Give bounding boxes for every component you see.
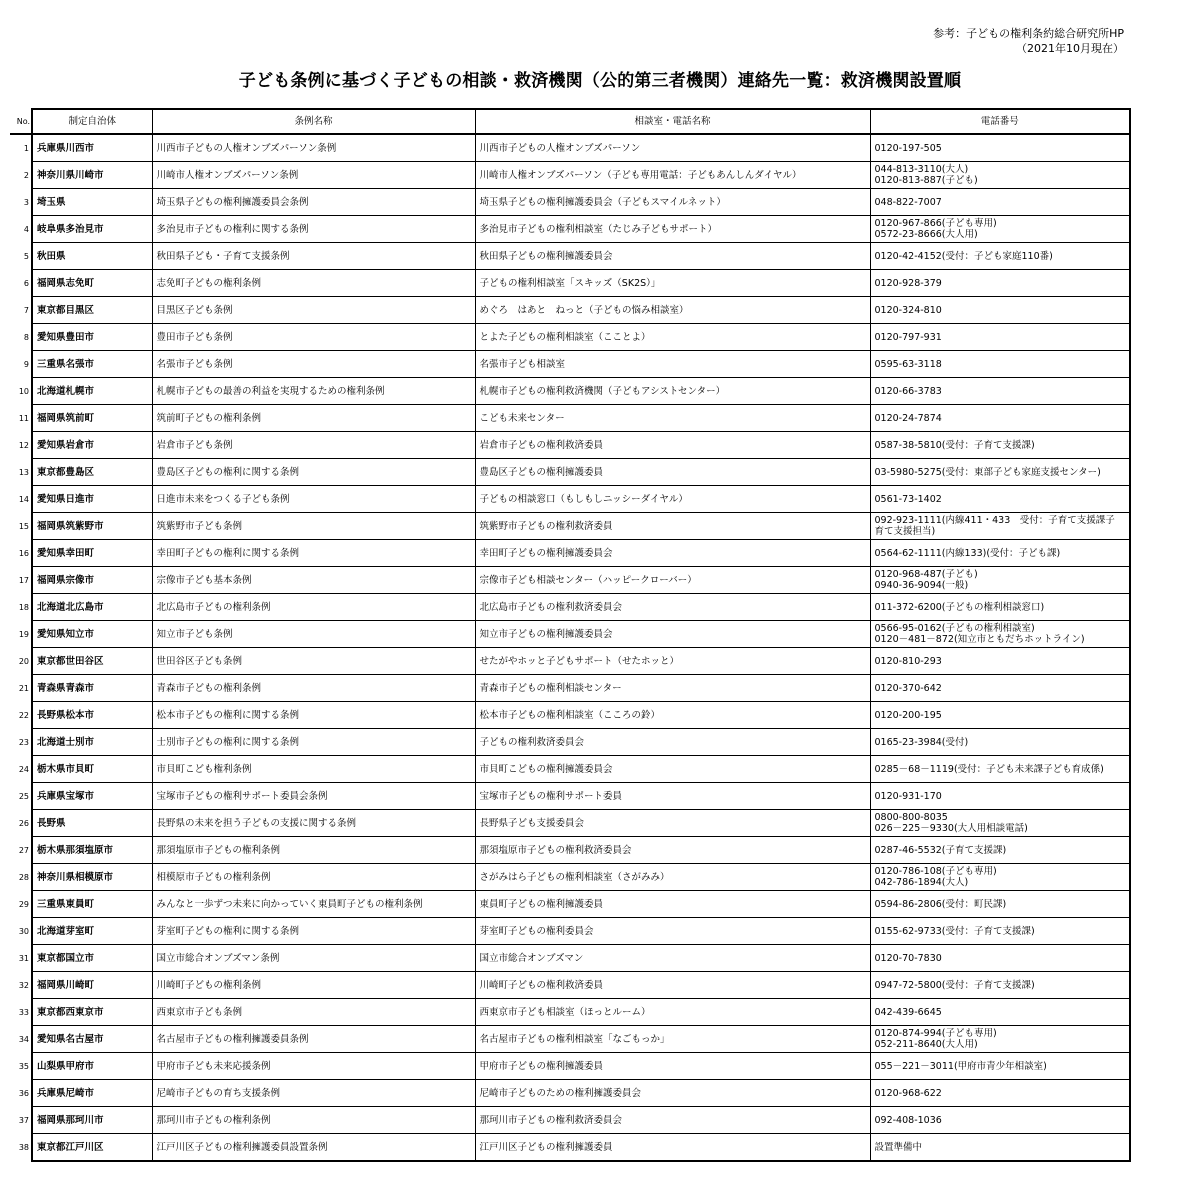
row-number: 4 bbox=[23, 224, 29, 234]
municipality-cell: 福岡県筑紫野市 bbox=[32, 513, 152, 540]
header-ordinance: 条例名称 bbox=[152, 109, 475, 134]
phone-number: 0561-73-1402 bbox=[874, 493, 942, 505]
table-row bbox=[10, 351, 1130, 378]
phone-number: 0120-810-293 bbox=[874, 655, 942, 667]
phone-number: 0120-370-642 bbox=[874, 682, 942, 694]
table-row bbox=[10, 1134, 1130, 1162]
ordinance-cell: 芽室町子どもの権利に関する条例 bbox=[152, 918, 475, 945]
table-row bbox=[10, 216, 1130, 243]
ordinance-cell: 那珂川市子どもの権利条例 bbox=[152, 1107, 475, 1134]
phone-number: 0120-324-810 bbox=[874, 304, 942, 316]
row-number: 37 bbox=[18, 1115, 29, 1125]
phone-number: 0120-797-931 bbox=[874, 331, 942, 343]
table-row bbox=[10, 891, 1130, 918]
table-row bbox=[10, 297, 1130, 324]
table-row bbox=[10, 1053, 1130, 1080]
ordinance-cell: 目黒区子ども条例 bbox=[152, 297, 475, 324]
phone-cell bbox=[870, 594, 1130, 621]
municipality-cell: 愛知県幸田町 bbox=[32, 540, 152, 567]
office-cell: 東員町子どもの権利擁護委員 bbox=[475, 891, 870, 918]
table-row bbox=[10, 162, 1130, 189]
municipality-cell: 栃木県那須塩原市 bbox=[32, 837, 152, 864]
phone-number: 0566-95-0162(子どもの権利相談室) bbox=[874, 623, 1035, 634]
phone-cell bbox=[870, 189, 1130, 216]
table-row bbox=[10, 486, 1130, 513]
ordinance-cell: 知立市子ども条例 bbox=[152, 621, 475, 648]
municipality-cell: 長野県 bbox=[32, 810, 152, 837]
table-row bbox=[10, 540, 1130, 567]
office-cell: せたがやホッと子どもサポート（せたホッと） bbox=[475, 648, 870, 675]
municipality-cell: 秋田県 bbox=[32, 243, 152, 270]
office-cell: 筑紫野市子どもの権利救済委員 bbox=[475, 513, 870, 540]
table-row bbox=[10, 621, 1130, 648]
ordinance-cell: 名張市子ども条例 bbox=[152, 351, 475, 378]
table-row bbox=[10, 270, 1130, 297]
phone-number: 0120-813-887(子ども) bbox=[874, 175, 978, 186]
office-cell: 長野県子ども支援委員会 bbox=[475, 810, 870, 837]
row-number: 24 bbox=[18, 764, 29, 774]
phone-number: 048-822-7007 bbox=[874, 196, 942, 208]
ordinance-cell: 相模原市子どもの権利条例 bbox=[152, 864, 475, 891]
phone-cell bbox=[870, 297, 1130, 324]
ordinance-cell: 国立市総合オンブズマン条例 bbox=[152, 945, 475, 972]
phone-cell bbox=[870, 675, 1130, 702]
phone-cell bbox=[870, 837, 1130, 864]
phone-number: 0120-968-622 bbox=[874, 1087, 942, 1099]
row-number: 10 bbox=[18, 386, 29, 396]
table-row bbox=[10, 1026, 1130, 1053]
ordinance-cell: 秋田県子ども・子育て支援条例 bbox=[152, 243, 475, 270]
header-municipality: 制定自治体 bbox=[32, 109, 152, 134]
municipality-cell: 三重県東員町 bbox=[32, 891, 152, 918]
ordinance-cell: 川崎市人権オンブズパーソン条例 bbox=[152, 162, 475, 189]
reference-date: （2021年10月現在） bbox=[1016, 42, 1124, 55]
office-cell: 豊島区子どもの権利擁護委員 bbox=[475, 459, 870, 486]
phone-cell bbox=[870, 540, 1130, 567]
municipality-cell: 愛知県岩倉市 bbox=[32, 432, 152, 459]
office-cell: めぐろ はあと ねっと（子どもの悩み相談室） bbox=[475, 297, 870, 324]
office-cell: 子どもの権利相談室「スキッズ（SK2S）」 bbox=[475, 270, 870, 297]
municipality-cell: 東京都国立市 bbox=[32, 945, 152, 972]
ordinance-cell: 松本市子どもの権利に関する条例 bbox=[152, 702, 475, 729]
phone-cell bbox=[870, 648, 1130, 675]
ordinance-cell: 長野県の未来を担う子どもの支援に関する条例 bbox=[152, 810, 475, 837]
phone-number: 092-408-1036 bbox=[874, 1114, 942, 1126]
phone-cell bbox=[870, 351, 1130, 378]
municipality-cell: 福岡県筑前町 bbox=[32, 405, 152, 432]
ordinance-cell: 札幌市子どもの最善の利益を実現するための権利条例 bbox=[152, 378, 475, 405]
office-cell: 知立市子どもの権利擁護委員会 bbox=[475, 621, 870, 648]
office-cell: 多治見市子どもの権利相談室（たじみ子どもサポート） bbox=[475, 216, 870, 243]
table-row bbox=[10, 378, 1130, 405]
municipality-cell: 東京都西東京市 bbox=[32, 999, 152, 1026]
phone-number: 0595-63-3118 bbox=[874, 358, 942, 370]
phone-cell bbox=[870, 1107, 1130, 1134]
row-number: 12 bbox=[18, 440, 29, 450]
table-row bbox=[10, 243, 1130, 270]
phone-number: 011-372-6200(子どもの権利相談窓口) bbox=[874, 601, 1045, 613]
table-row bbox=[10, 702, 1130, 729]
table-row bbox=[10, 324, 1130, 351]
phone-cell bbox=[870, 162, 1130, 189]
row-number: 6 bbox=[23, 278, 29, 288]
row-number: 8 bbox=[23, 332, 29, 342]
phone-number: 0120－481－872(知立市ともだちホットライン) bbox=[874, 634, 1085, 645]
ordinance-cell: 日進市未来をつくる子ども条例 bbox=[152, 486, 475, 513]
phone-number: 0564-62-1111(内線133)(受付：子ども課) bbox=[874, 547, 1061, 559]
table-row bbox=[10, 675, 1130, 702]
phone-number: 0120-874-994(子ども専用) bbox=[874, 1028, 997, 1039]
municipality-cell: 北海道北広島市 bbox=[32, 594, 152, 621]
table-row bbox=[10, 945, 1130, 972]
municipality-cell: 福岡県那珂川市 bbox=[32, 1107, 152, 1134]
ordinance-cell: 筑前町子どもの権利条例 bbox=[152, 405, 475, 432]
municipality-cell: 山梨県甲府市 bbox=[32, 1053, 152, 1080]
row-number: 7 bbox=[23, 305, 29, 315]
header-no: No. bbox=[10, 109, 32, 134]
phone-cell bbox=[870, 270, 1130, 297]
table-row bbox=[10, 594, 1130, 621]
office-cell: さがみはら子どもの権利相談室（さがみみ） bbox=[475, 864, 870, 891]
phone-cell bbox=[870, 134, 1130, 162]
phone-cell bbox=[870, 756, 1130, 783]
row-number: 14 bbox=[18, 494, 29, 504]
row-number: 22 bbox=[18, 710, 29, 720]
municipality-cell: 北海道札幌市 bbox=[32, 378, 152, 405]
phone-number: 育て支援担当) bbox=[874, 526, 936, 537]
phone-number: 0587-38-5810(受付：子育て支援課) bbox=[874, 439, 1035, 451]
phone-number: 0800-800-8035 bbox=[874, 812, 948, 823]
ordinance-cell: 名古屋市子どもの権利擁護委員条例 bbox=[152, 1026, 475, 1053]
row-number: 18 bbox=[18, 602, 29, 612]
municipality-cell: 兵庫県尼崎市 bbox=[32, 1080, 152, 1107]
office-cell: 宗像市子ども相談センター（ハッピークローバー） bbox=[475, 567, 870, 594]
phone-cell bbox=[870, 864, 1130, 891]
phone-number: 042-439-6645 bbox=[874, 1006, 942, 1018]
phone-cell bbox=[870, 783, 1130, 810]
phone-cell bbox=[870, 486, 1130, 513]
header-phone: 電話番号 bbox=[870, 109, 1130, 134]
row-number: 23 bbox=[18, 737, 29, 747]
ordinance-cell: 豊田市子ども条例 bbox=[152, 324, 475, 351]
ordinance-cell: 志免町子どもの権利条例 bbox=[152, 270, 475, 297]
phone-cell bbox=[870, 1134, 1130, 1162]
row-number: 38 bbox=[18, 1142, 29, 1152]
row-number: 29 bbox=[18, 899, 29, 909]
phone-cell bbox=[870, 918, 1130, 945]
table-row bbox=[10, 432, 1130, 459]
phone-number: 026－225－9330(大人用相談電話) bbox=[874, 823, 1028, 834]
office-cell: 川崎町子どもの権利救済委員 bbox=[475, 972, 870, 999]
phone-cell bbox=[870, 432, 1130, 459]
table-row bbox=[10, 189, 1130, 216]
office-cell: 札幌市子どもの権利救済機関（子どもアシストセンター） bbox=[475, 378, 870, 405]
office-cell: 子どもの相談窓口（もしもしニッシーダイヤル） bbox=[475, 486, 870, 513]
phone-number: 03-5980-5275(受付：東部子ども家庭支援センター) bbox=[874, 466, 1101, 478]
table-row bbox=[10, 918, 1130, 945]
phone-number: 0940-36-9094(一般) bbox=[874, 580, 969, 591]
office-cell: 埼玉県子どもの権利擁護委員会（子どもスマイルネット） bbox=[475, 189, 870, 216]
phone-number: 0120-197-505 bbox=[874, 142, 942, 154]
ordinance-cell: 岩倉市子ども条例 bbox=[152, 432, 475, 459]
table-row bbox=[10, 513, 1130, 540]
table-row bbox=[10, 972, 1130, 999]
municipality-cell: 長野県松本市 bbox=[32, 702, 152, 729]
row-number: 16 bbox=[18, 548, 29, 558]
row-number: 32 bbox=[18, 980, 29, 990]
municipality-cell: 愛知県日進市 bbox=[32, 486, 152, 513]
office-cell: こども未来センター bbox=[475, 405, 870, 432]
ordinance-cell: 西東京市子ども条例 bbox=[152, 999, 475, 1026]
table-row bbox=[10, 729, 1130, 756]
reference-source: 参考：子どもの権利条約総合研究所HP bbox=[933, 27, 1124, 40]
office-cell: 子どもの権利救済委員会 bbox=[475, 729, 870, 756]
office-cell: 川西市子どもの人権オンブズパーソン bbox=[475, 134, 870, 162]
phone-number: 0947-72-5800(受付：子育て支援課) bbox=[874, 979, 1035, 991]
municipality-cell: 東京都目黒区 bbox=[32, 297, 152, 324]
phone-cell bbox=[870, 567, 1130, 594]
phone-number: 0120-200-195 bbox=[874, 709, 942, 721]
row-number: 17 bbox=[18, 575, 29, 585]
row-number: 28 bbox=[18, 872, 29, 882]
row-number: 9 bbox=[23, 359, 29, 369]
office-cell: 岩倉市子どもの権利救済委員 bbox=[475, 432, 870, 459]
contact-table bbox=[10, 108, 1131, 1162]
phone-number: 052-211-8640(大人用) bbox=[874, 1039, 978, 1050]
table-row bbox=[10, 864, 1130, 891]
row-number: 2 bbox=[23, 170, 29, 180]
municipality-cell: 兵庫県宝塚市 bbox=[32, 783, 152, 810]
phone-number: 0120-786-108(子ども専用) bbox=[874, 866, 997, 877]
office-cell: 宝塚市子どもの権利サポート委員 bbox=[475, 783, 870, 810]
phone-number: 0120-968-487(子ども) bbox=[874, 569, 978, 580]
ordinance-cell: 市貝町こども権利条例 bbox=[152, 756, 475, 783]
phone-cell bbox=[870, 972, 1130, 999]
phone-number: 055－221－3011(甲府市青少年相談室) bbox=[874, 1060, 1047, 1072]
office-cell: 北広島市子どもの権利救済委員会 bbox=[475, 594, 870, 621]
row-number: 30 bbox=[18, 926, 29, 936]
contact-table-container bbox=[10, 108, 1130, 1162]
reference-note bbox=[933, 26, 1124, 56]
municipality-cell: 神奈川県川崎市 bbox=[32, 162, 152, 189]
phone-number: 0287-46-5532(子育て支援課) bbox=[874, 844, 1007, 856]
office-cell: 国立市総合オンブズマン bbox=[475, 945, 870, 972]
table-row bbox=[10, 837, 1130, 864]
phone-cell bbox=[870, 513, 1130, 540]
row-number: 33 bbox=[18, 1007, 29, 1017]
phone-cell bbox=[870, 324, 1130, 351]
municipality-cell: 愛知県知立市 bbox=[32, 621, 152, 648]
table-row bbox=[10, 567, 1130, 594]
ordinance-cell: 豊島区子どもの権利に関する条例 bbox=[152, 459, 475, 486]
phone-cell bbox=[870, 405, 1130, 432]
row-number: 19 bbox=[18, 629, 29, 639]
table-row bbox=[10, 459, 1130, 486]
office-cell: 芽室町子どもの権利委員会 bbox=[475, 918, 870, 945]
phone-number: 044-813-3110(大人) bbox=[874, 164, 969, 175]
ordinance-cell: 多治見市子どもの権利に関する条例 bbox=[152, 216, 475, 243]
office-cell: 那須塩原市子どもの権利救済委員会 bbox=[475, 837, 870, 864]
table-row bbox=[10, 134, 1130, 162]
phone-cell bbox=[870, 702, 1130, 729]
row-number: 25 bbox=[18, 791, 29, 801]
municipality-cell: 兵庫県川西市 bbox=[32, 134, 152, 162]
ordinance-cell: 埼玉県子どもの権利擁護委員会条例 bbox=[152, 189, 475, 216]
table-body bbox=[10, 134, 1130, 1161]
municipality-cell: 福岡県宗像市 bbox=[32, 567, 152, 594]
municipality-cell: 東京都豊島区 bbox=[32, 459, 152, 486]
phone-number: 0120-66-3783 bbox=[874, 385, 942, 397]
phone-cell bbox=[870, 216, 1130, 243]
municipality-cell: 福岡県川崎町 bbox=[32, 972, 152, 999]
row-number: 34 bbox=[18, 1034, 29, 1044]
phone-number: 0165-23-3984(受付) bbox=[874, 736, 969, 748]
phone-number: 0594-86-2806(受付：町民課) bbox=[874, 898, 1007, 910]
phone-cell bbox=[870, 378, 1130, 405]
row-number: 1 bbox=[23, 143, 29, 153]
row-number: 15 bbox=[18, 521, 29, 531]
table-row bbox=[10, 810, 1130, 837]
municipality-cell: 福岡県志免町 bbox=[32, 270, 152, 297]
row-number: 5 bbox=[23, 251, 29, 261]
phone-cell bbox=[870, 243, 1130, 270]
table-row bbox=[10, 648, 1130, 675]
phone-cell bbox=[870, 459, 1130, 486]
office-cell: とよた子どもの権利相談室（こことよ） bbox=[475, 324, 870, 351]
office-cell: 名古屋市子どもの権利相談室「なごもっか」 bbox=[475, 1026, 870, 1053]
page-title: 子ども条例に基づく子どもの相談・救済機関（公的第三者機関）連絡先一覧：救済機関設置順 bbox=[238, 71, 962, 91]
row-number: 13 bbox=[18, 467, 29, 477]
ordinance-cell: 江戸川区子どもの権利擁護委員設置条例 bbox=[152, 1134, 475, 1162]
phone-number: 0120-42-4152(受付：子ども家庭110番) bbox=[874, 250, 1053, 262]
ordinance-cell: 川西市子どもの人権オンブズパーソン条例 bbox=[152, 134, 475, 162]
row-number: 21 bbox=[18, 683, 29, 693]
table-row bbox=[10, 783, 1130, 810]
phone-number: 設置準備中 bbox=[874, 1141, 923, 1153]
office-cell: 市貝町こどもの権利擁護委員会 bbox=[475, 756, 870, 783]
phone-number: 042-786-1894(大人) bbox=[874, 877, 969, 888]
ordinance-cell: 宝塚市子どもの権利サポート委員会条例 bbox=[152, 783, 475, 810]
office-cell: 尼崎市子どものための権利擁護委員会 bbox=[475, 1080, 870, 1107]
row-number: 27 bbox=[18, 845, 29, 855]
phone-number: 0120-24-7874 bbox=[874, 412, 942, 424]
office-cell: 川崎市人権オンブズパーソン（子ども専用電話：子どもあんしんダイヤル） bbox=[475, 162, 870, 189]
ordinance-cell: 幸田町子どもの権利に関する条例 bbox=[152, 540, 475, 567]
ordinance-cell: 青森市子どもの権利条例 bbox=[152, 675, 475, 702]
ordinance-cell: 川崎町子どもの権利条例 bbox=[152, 972, 475, 999]
phone-number: 0120-967-866(子ども専用) bbox=[874, 218, 997, 229]
office-cell: 甲府市子どもの権利擁護委員 bbox=[475, 1053, 870, 1080]
municipality-cell: 神奈川県相模原市 bbox=[32, 864, 152, 891]
ordinance-cell: 宗像市子ども基本条例 bbox=[152, 567, 475, 594]
municipality-cell: 青森県青森市 bbox=[32, 675, 152, 702]
phone-cell bbox=[870, 891, 1130, 918]
office-cell: 西東京市子ども相談室（ほっとルーム） bbox=[475, 999, 870, 1026]
phone-cell bbox=[870, 729, 1130, 756]
row-number: 35 bbox=[18, 1061, 29, 1071]
ordinance-cell: 甲府市子ども未来応援条例 bbox=[152, 1053, 475, 1080]
table-row bbox=[10, 999, 1130, 1026]
table-row bbox=[10, 1080, 1130, 1107]
phone-number: 0155-62-9733(受付：子育て支援課) bbox=[874, 925, 1035, 937]
ordinance-cell: 北広島市子どもの権利条例 bbox=[152, 594, 475, 621]
ordinance-cell: みんなと一歩ずつ未来に向かっていく東員町子どもの権利条例 bbox=[152, 891, 475, 918]
municipality-cell: 埼玉県 bbox=[32, 189, 152, 216]
phone-cell bbox=[870, 810, 1130, 837]
municipality-cell: 愛知県名古屋市 bbox=[32, 1026, 152, 1053]
office-cell: 秋田県子どもの権利擁護委員会 bbox=[475, 243, 870, 270]
ordinance-cell: 筑紫野市子ども条例 bbox=[152, 513, 475, 540]
phone-cell bbox=[870, 1080, 1130, 1107]
ordinance-cell: 那須塩原市子どもの権利条例 bbox=[152, 837, 475, 864]
ordinance-cell: 士別市子どもの権利に関する条例 bbox=[152, 729, 475, 756]
table-row bbox=[10, 405, 1130, 432]
office-cell: 那珂川市子どもの権利救済委員会 bbox=[475, 1107, 870, 1134]
row-number: 11 bbox=[18, 413, 29, 423]
phone-number: 092-923-1111(内線411・433 受付：子育て支援課子 bbox=[874, 515, 1115, 526]
phone-number: 0572-23-8666(大人用) bbox=[874, 229, 978, 240]
municipality-cell: 北海道芽室町 bbox=[32, 918, 152, 945]
phone-number: 0285－68－1119(受付：子ども未来課子ども育成係) bbox=[874, 763, 1104, 775]
phone-number: 0120-928-379 bbox=[874, 277, 942, 289]
phone-cell bbox=[870, 1053, 1130, 1080]
header-office: 相談室・電話名称 bbox=[475, 109, 870, 134]
ordinance-cell: 尼崎市子どもの育ち支援条例 bbox=[152, 1080, 475, 1107]
row-number: 20 bbox=[18, 656, 29, 666]
phone-number: 0120-70-7830 bbox=[874, 952, 942, 964]
ordinance-cell: 世田谷区子ども条例 bbox=[152, 648, 475, 675]
table-row bbox=[10, 1107, 1130, 1134]
phone-cell bbox=[870, 945, 1130, 972]
municipality-cell: 岐阜県多治見市 bbox=[32, 216, 152, 243]
table-row bbox=[10, 756, 1130, 783]
phone-cell bbox=[870, 999, 1130, 1026]
office-cell: 江戸川区子どもの権利擁護委員 bbox=[475, 1134, 870, 1162]
table-header bbox=[10, 109, 1130, 134]
row-number: 36 bbox=[18, 1088, 29, 1098]
municipality-cell: 東京都江戸川区 bbox=[32, 1134, 152, 1162]
phone-cell bbox=[870, 621, 1130, 648]
row-number: 26 bbox=[18, 818, 29, 828]
office-cell: 幸田町子どもの権利擁護委員会 bbox=[475, 540, 870, 567]
office-cell: 名張市子ども相談室 bbox=[475, 351, 870, 378]
municipality-cell: 愛知県豊田市 bbox=[32, 324, 152, 351]
row-number: 31 bbox=[18, 953, 29, 963]
municipality-cell: 栃木県市貝町 bbox=[32, 756, 152, 783]
office-cell: 青森市子どもの権利相談センター bbox=[475, 675, 870, 702]
office-cell: 松本市子どもの権利相談室（こころの鈴） bbox=[475, 702, 870, 729]
phone-cell bbox=[870, 1026, 1130, 1053]
municipality-cell: 東京都世田谷区 bbox=[32, 648, 152, 675]
phone-number: 0120-931-170 bbox=[874, 790, 942, 802]
municipality-cell: 三重県名張市 bbox=[32, 351, 152, 378]
municipality-cell: 北海道士別市 bbox=[32, 729, 152, 756]
row-number: 3 bbox=[23, 197, 29, 207]
